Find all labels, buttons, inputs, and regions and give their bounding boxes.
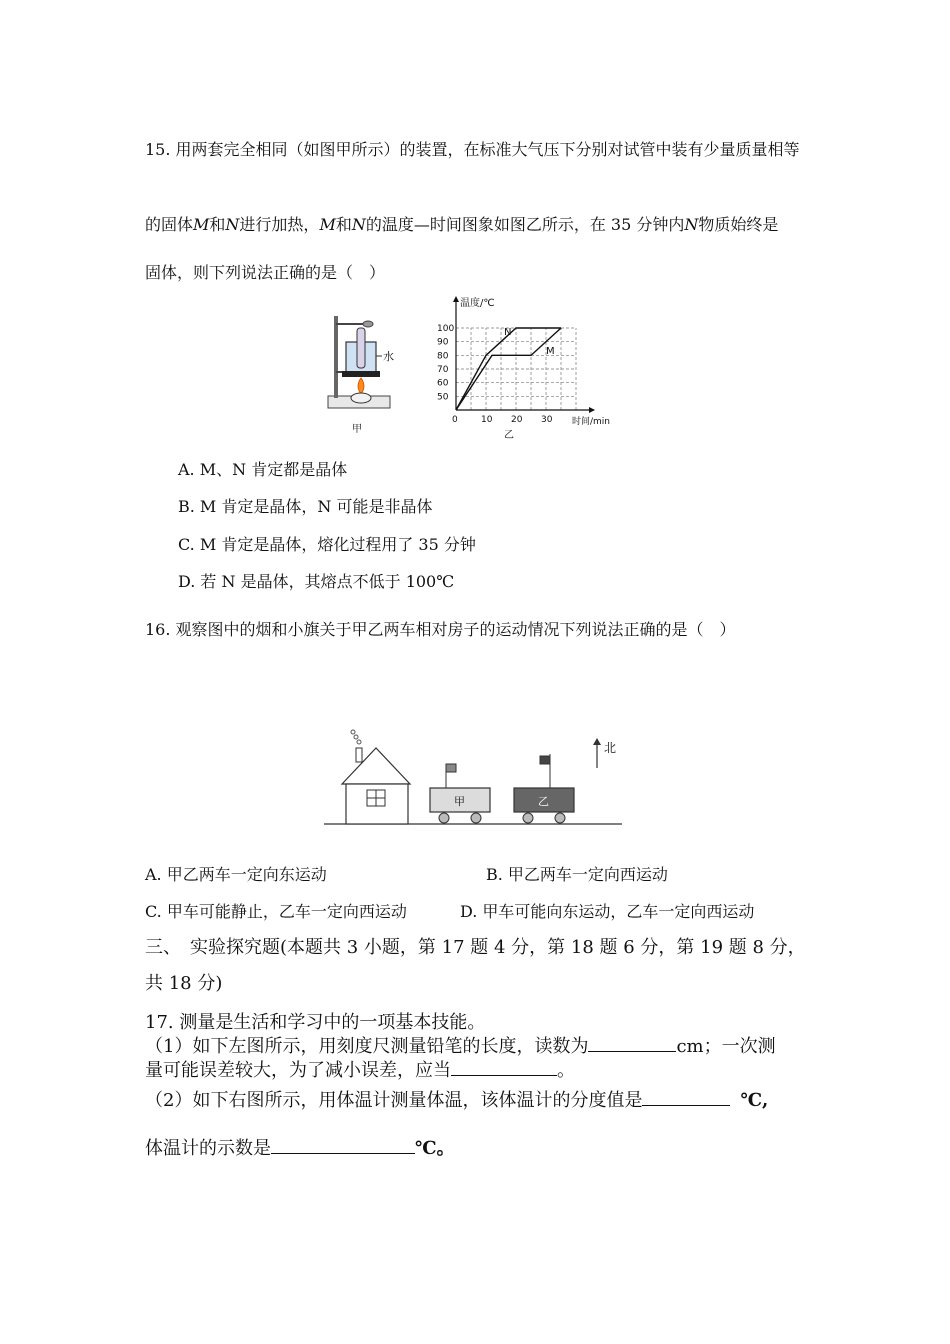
car-jia-label: 甲	[454, 795, 465, 808]
car-yi-wheel	[523, 813, 533, 823]
temperature-time-chart	[432, 292, 632, 440]
car-jia-flag-icon	[446, 764, 456, 772]
q15-line-3: 固体，则下列说法正确的是（ ）	[145, 263, 386, 282]
q17-p1-text-b: cm；一次测	[676, 1036, 776, 1057]
q17-p2-text-b: ℃,	[740, 1090, 769, 1111]
var-n: N	[225, 215, 240, 234]
var-m-2: M	[319, 215, 336, 234]
q15-line2-b: 进行加热，	[239, 215, 320, 234]
alcohol-lamp	[351, 393, 371, 403]
section3-heading-line2: 共 18 分)	[145, 973, 223, 994]
word-and-2: 和	[335, 215, 352, 234]
answer-blank-length[interactable]	[588, 1035, 676, 1052]
chart-xtick-label: 30	[541, 415, 553, 425]
q16-option-c[interactable]: C. 甲车可能静止，乙车一定向西运动	[145, 902, 407, 921]
chart-ytick-label: 80	[437, 351, 449, 362]
apparatus-figure	[320, 308, 420, 438]
house-roof	[342, 748, 410, 784]
smoke-puff	[351, 730, 355, 734]
car-jia-wheel	[471, 813, 481, 823]
q17-p1-text-c: 量可能误差较大，为了减小误差，应当	[145, 1060, 451, 1081]
answer-blank-division[interactable]	[642, 1089, 730, 1106]
smoke-puff	[354, 735, 358, 739]
answer-blank-method[interactable]	[451, 1059, 557, 1076]
chart-ytick-label: 90	[437, 337, 449, 348]
q17-p1-text-d: 。	[557, 1060, 575, 1081]
q15-option-d[interactable]: D. 若 N 是晶体，其熔点不低于 100℃	[178, 572, 455, 591]
word-and: 和	[209, 215, 226, 234]
test-tube	[357, 328, 365, 368]
q17-stem: 17. 测量是生活和学习中的一项基本技能。	[145, 1012, 486, 1033]
car-yi-flag-icon	[540, 756, 550, 764]
chart-ytick-label: 50	[437, 392, 449, 403]
var-n-2: N	[351, 215, 366, 234]
q15-line2-a: 的固体	[145, 215, 194, 234]
chart-xtick-label: 20	[511, 415, 523, 425]
q17-p2-text-a: （2）如下右图所示，用体温计测量体温，该体温计的分度值是	[145, 1090, 643, 1111]
clamp-knob	[363, 321, 373, 327]
car-yi-wheel	[555, 813, 565, 823]
fig-jia-label: 甲	[352, 424, 362, 435]
chimney	[356, 748, 362, 762]
section3-heading-line1: 三、 实验探究题(本题共 3 小题，第 17 题 4 分，第 18 题 6 分，第 19 题 8 分，	[145, 937, 806, 958]
house-cars-figure	[322, 728, 632, 834]
q15-option-a[interactable]: A. M、N 肯定都是晶体	[178, 460, 348, 479]
fig-yi-label: 乙	[504, 430, 514, 440]
q15-line-2	[145, 214, 778, 236]
chart-ytick-label: 70	[437, 365, 449, 375]
q16-stem: 16. 观察图中的烟和小旗关于甲乙两车相对房子的运动情况下列说法正确的是（ ）	[145, 620, 736, 639]
chart-xtick-label: 10	[481, 415, 493, 425]
north-label: 北	[604, 741, 617, 755]
var-n-3: N	[684, 215, 699, 234]
chart-y-arrow-icon	[453, 296, 459, 302]
flame-icon	[358, 378, 364, 394]
var-m: M	[193, 215, 210, 234]
q17-p1-text-a: （1）如下左图所示，用刻度尺测量铅笔的长度，读数为	[145, 1036, 589, 1057]
chart-x-arrow-icon	[589, 407, 595, 413]
q16-option-d[interactable]: D. 甲车可能向东运动，乙车一定向西运动	[460, 902, 755, 921]
q17-p2-text-c: 体温计的示数是	[145, 1138, 271, 1159]
q15-line2-d: 物质始终是	[698, 215, 779, 234]
smoke-puff	[357, 740, 361, 744]
answer-blank-reading[interactable]	[271, 1137, 415, 1154]
water-label: 水	[383, 350, 394, 363]
q17-part2-line2	[145, 1136, 455, 1162]
q15-option-b[interactable]: B. M 肯定是晶体，N 可能是非晶体	[178, 497, 433, 516]
chart-ytick-label: 60	[437, 378, 449, 389]
q17-p2-text-d: ℃。	[415, 1138, 455, 1159]
q15-line-1: 15. 用两套完全相同（如图甲所示）的装置，在标准大气压下分别对试管中装有少量质量相等	[145, 140, 800, 159]
q16-option-a[interactable]: A. 甲乙两车一定向东运动	[145, 865, 327, 884]
q17-part2-line1	[145, 1088, 768, 1114]
car-yi-label: 乙	[538, 795, 549, 808]
chart-ylabel: 温度/℃	[460, 298, 495, 309]
chart-ytick-label: 100	[437, 324, 455, 334]
q15-option-c[interactable]: C. M 肯定是晶体，熔化过程用了 35 分钟	[178, 535, 476, 554]
chart-label-m: M	[546, 345, 555, 357]
chart-xtick-label: 0	[452, 415, 458, 425]
q17-part1-line1	[145, 1034, 776, 1060]
q17-part1-line2	[145, 1058, 575, 1084]
q16-option-b[interactable]: B. 甲乙两车一定向西运动	[486, 865, 668, 884]
north-arrowhead-icon	[593, 738, 601, 745]
chart-label-n: N	[504, 326, 512, 338]
car-jia-wheel	[439, 813, 449, 823]
chart-xlabel: 时间/min	[572, 417, 611, 427]
apparatus-stand	[334, 316, 338, 398]
gauze-plate	[342, 371, 380, 377]
q15-line2-c: 的温度—时间图象如图乙所示，在 35 分钟内	[365, 215, 685, 234]
